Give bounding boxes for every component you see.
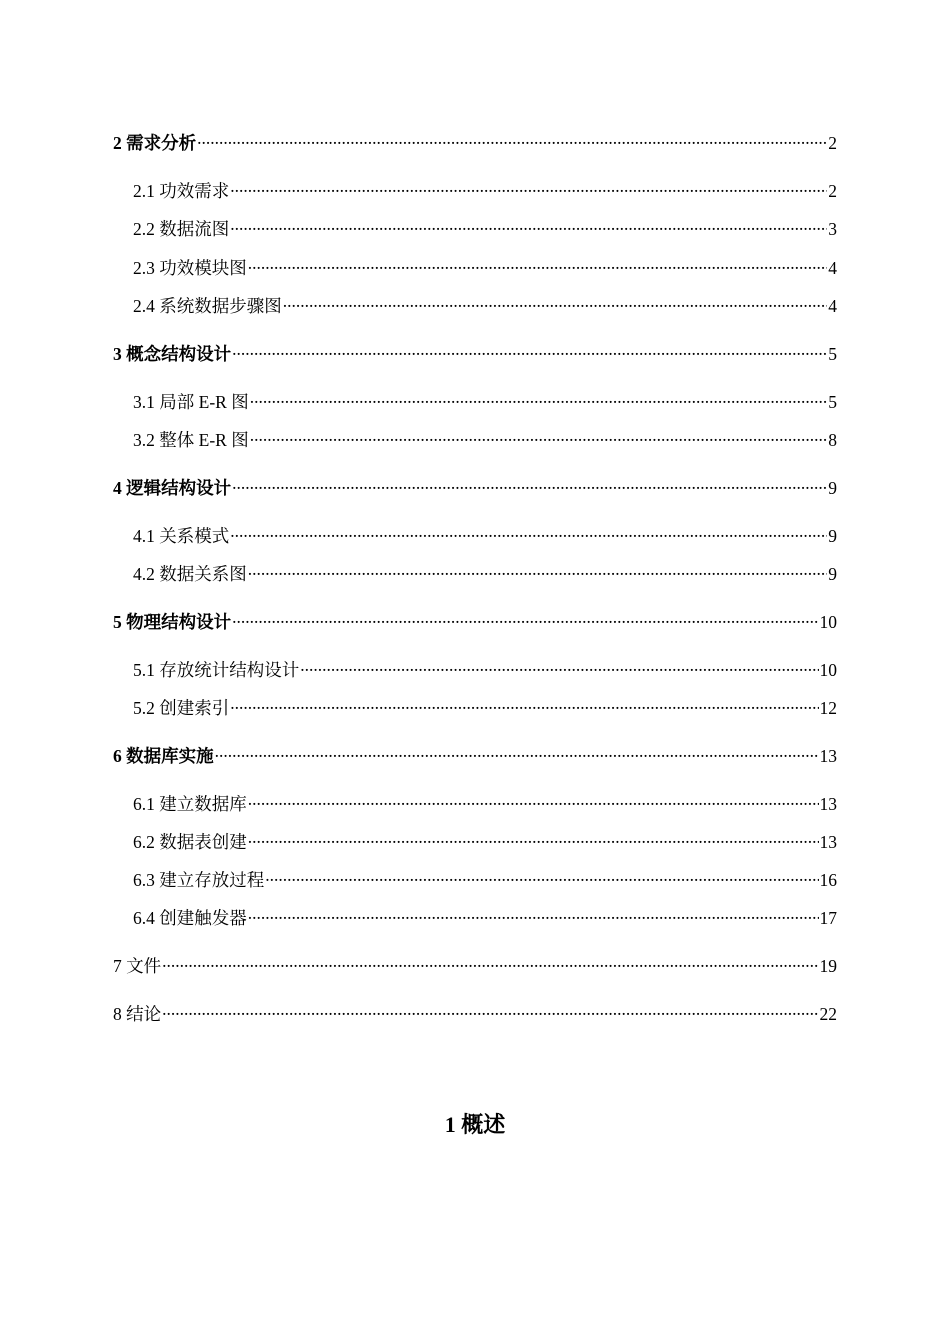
toc-entry-page: 9 (828, 478, 837, 498)
dot-leader (162, 950, 818, 972)
toc-entry-page: 19 (819, 956, 837, 976)
toc-entry[interactable] (133, 175, 837, 202)
toc-entry[interactable] (133, 386, 837, 413)
dot-leader (230, 520, 827, 542)
toc-entry-page: 9 (828, 564, 837, 584)
toc-entry-page: 13 (819, 794, 837, 814)
toc-entry-label: 2.1 功效需求 (133, 181, 230, 201)
toc-entry-page: 22 (819, 1004, 837, 1024)
toc-entry-label: 6.2 数据表创建 (133, 832, 247, 852)
toc-entry-label: 6.1 建立数据库 (133, 794, 247, 814)
toc-entry-label: 4 逻辑结构设计 (113, 478, 232, 498)
toc-entry-label: 2 需求分析 (113, 133, 197, 153)
dot-leader (265, 864, 818, 886)
toc-entry[interactable] (133, 213, 837, 240)
toc-entry-page: 4 (828, 296, 837, 316)
toc-entry-page: 10 (819, 660, 837, 680)
dot-leader (250, 424, 828, 446)
toc-entry-page: 16 (819, 870, 837, 890)
toc-entry-page: 13 (819, 832, 837, 852)
toc-entry[interactable] (113, 472, 837, 499)
toc-entry[interactable] (133, 558, 837, 585)
toc-entry-page: 9 (828, 526, 837, 546)
toc-entry-label: 5.1 存放统计结构设计 (133, 660, 300, 680)
toc-entry-page: 2 (828, 181, 837, 201)
toc-entry-page: 17 (819, 908, 837, 928)
toc-entry-label: 3 概念结构设计 (113, 344, 232, 364)
dot-leader (248, 826, 819, 848)
toc-entry-page: 5 (828, 344, 837, 364)
toc-entry-label: 5.2 创建索引 (133, 698, 230, 718)
dot-leader (162, 998, 818, 1020)
dot-leader (248, 902, 819, 924)
dot-leader (283, 290, 828, 312)
dot-leader (230, 213, 827, 235)
toc-entry-label: 6.3 建立存放过程 (133, 870, 265, 890)
dot-leader (215, 740, 819, 762)
dot-leader (248, 788, 819, 810)
dot-leader (248, 252, 828, 274)
dot-leader (250, 386, 828, 408)
toc-entry[interactable] (133, 864, 837, 891)
toc-entry-label: 2.3 功效模块图 (133, 258, 247, 278)
toc-entry[interactable] (113, 127, 837, 154)
toc-entry-page: 13 (819, 746, 837, 766)
toc-entry-page: 4 (828, 258, 837, 278)
toc-entry-page: 8 (828, 430, 837, 450)
toc-entry[interactable] (133, 520, 837, 547)
toc-entry[interactable] (133, 692, 837, 719)
toc-entry-page: 12 (819, 698, 837, 718)
section-heading: 1 概述 (444, 1112, 506, 1137)
toc-entry-label: 4.1 关系模式 (133, 526, 230, 546)
dot-leader (248, 558, 828, 580)
toc-entry-label: 5 物理结构设计 (113, 612, 232, 632)
dot-leader (232, 472, 827, 494)
toc-entry[interactable] (133, 290, 837, 317)
toc-entry[interactable] (133, 424, 837, 451)
toc-entry[interactable] (133, 654, 837, 681)
toc-entry[interactable] (133, 788, 837, 815)
toc-entry-page: 10 (819, 612, 837, 632)
dot-leader (300, 654, 818, 676)
toc-entry-label: 3.1 局部 E-R 图 (133, 392, 249, 412)
toc-entry[interactable] (133, 826, 837, 853)
toc-entry[interactable] (113, 338, 837, 365)
dot-leader (197, 127, 827, 149)
toc-entry[interactable] (133, 902, 837, 929)
toc-entry-label: 6.4 创建触发器 (133, 908, 247, 928)
toc-entry-label: 2.2 数据流图 (133, 219, 230, 239)
dot-leader (232, 338, 827, 360)
dot-leader (230, 175, 827, 197)
toc-entry-page: 5 (828, 392, 837, 412)
toc-entry-label: 8 结论 (113, 1004, 162, 1024)
dot-leader (230, 692, 818, 714)
toc-entry-label: 4.2 数据关系图 (133, 564, 247, 584)
toc-entry[interactable] (113, 740, 837, 767)
toc-entry-page: 2 (828, 133, 837, 153)
toc-entry-label: 3.2 整体 E-R 图 (133, 430, 249, 450)
toc-entry[interactable] (113, 950, 837, 977)
toc-entry-label: 2.4 系统数据步骤图 (133, 296, 282, 316)
dot-leader (232, 606, 818, 628)
toc-entry-page: 3 (828, 219, 837, 239)
toc-entry[interactable] (113, 998, 837, 1025)
toc-entry[interactable] (113, 606, 837, 633)
toc-entry-label: 7 文件 (113, 956, 162, 976)
toc-entry[interactable] (133, 252, 837, 279)
toc-entry-label: 6 数据库实施 (113, 746, 214, 766)
